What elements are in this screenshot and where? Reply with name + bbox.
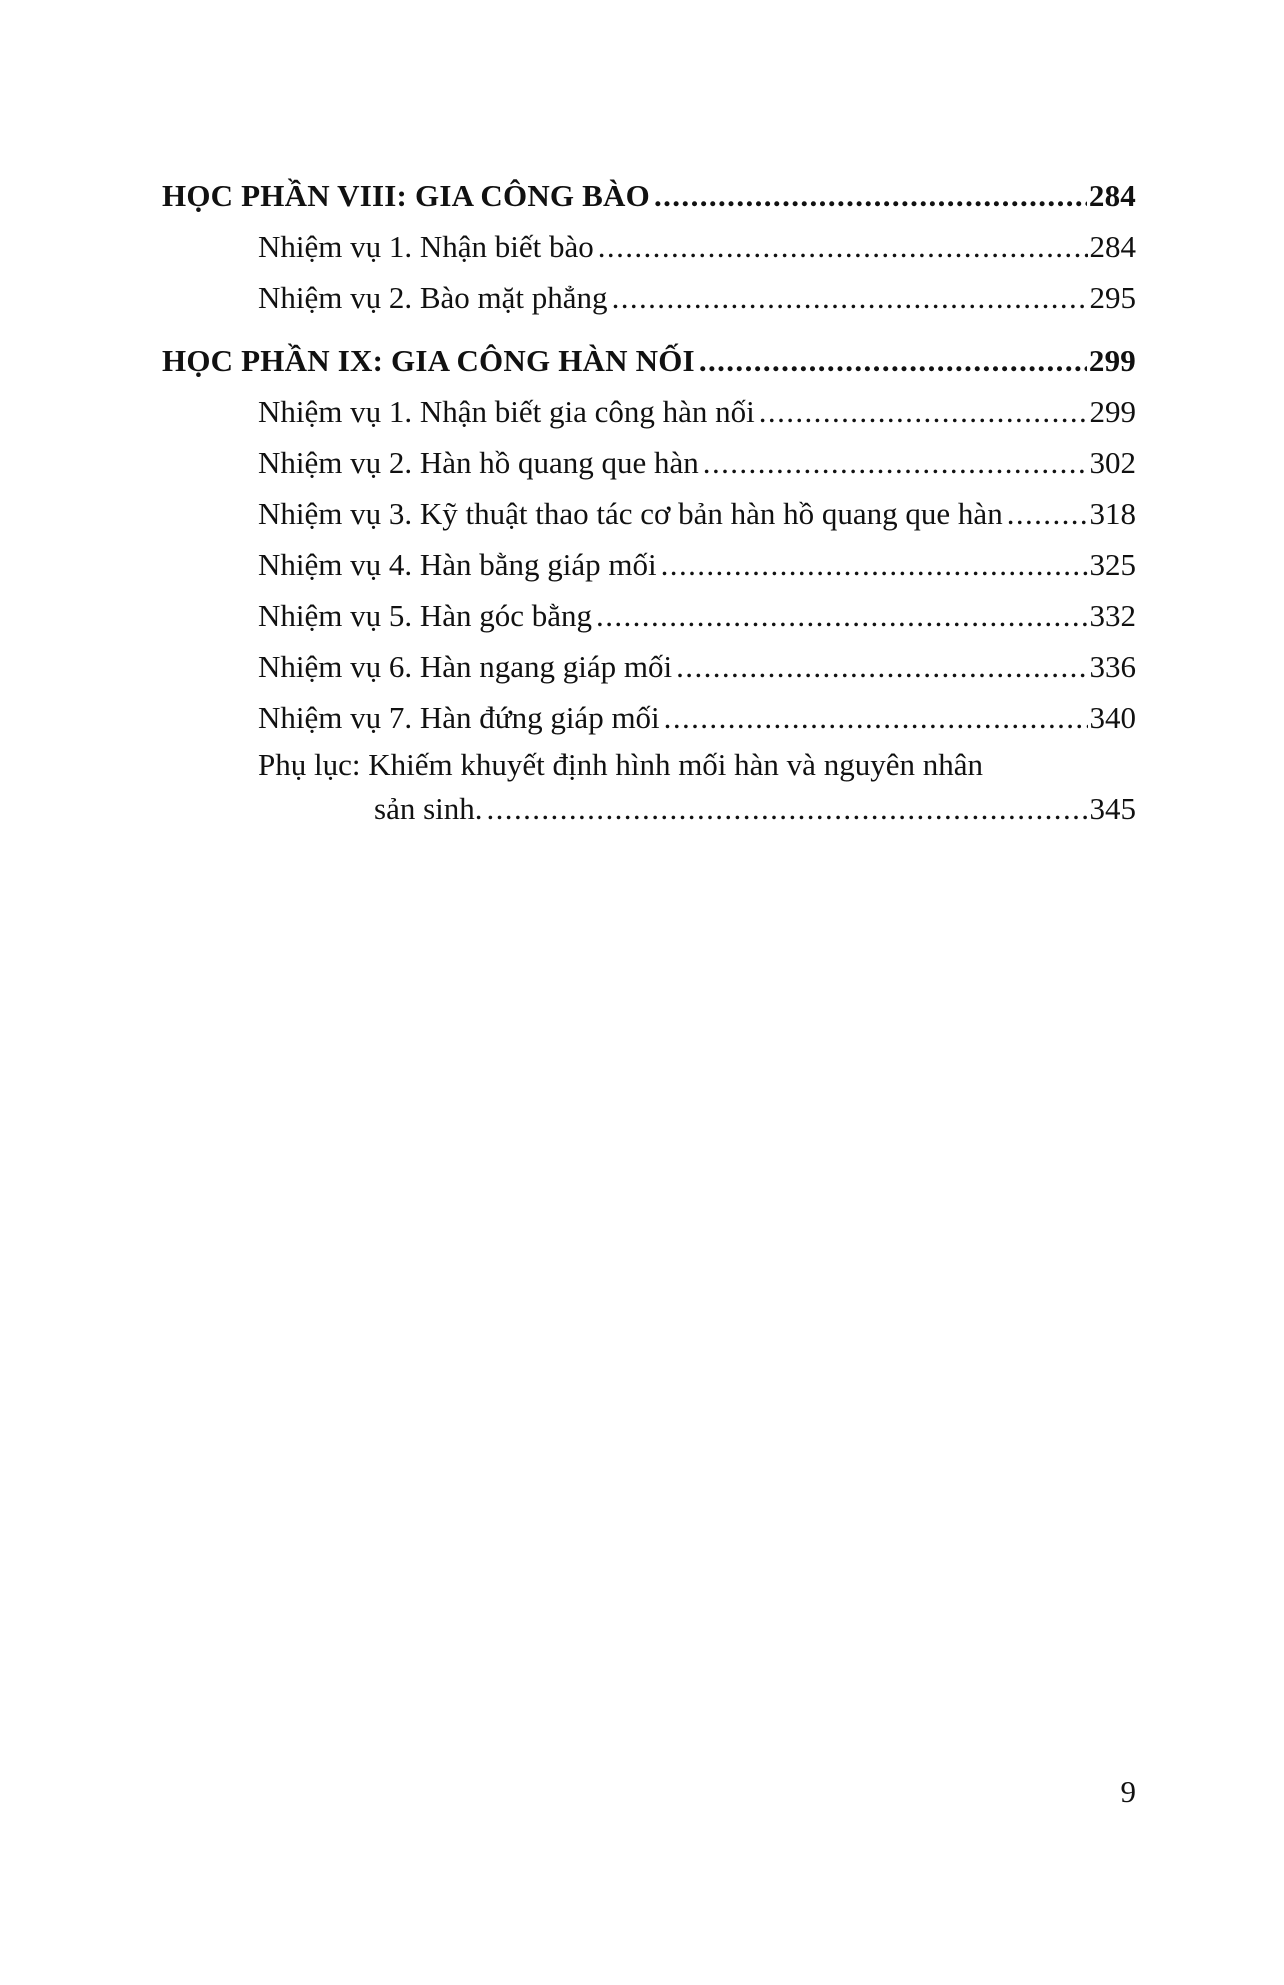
toc-item-page: 332 xyxy=(1089,598,1136,633)
dot-leader xyxy=(676,641,1087,692)
toc-heading-page: 299 xyxy=(1088,343,1136,378)
dot-leader xyxy=(661,539,1088,590)
toc-item-title: Nhiệm vụ 1. Nhận biết bào xyxy=(258,229,594,264)
toc-item-title: Nhiệm vụ 6. Hàn ngang giáp mối xyxy=(258,649,673,684)
page-number: 9 xyxy=(1120,1774,1136,1809)
toc-appendix-page: 345 xyxy=(1089,791,1136,826)
toc-item-page: 336 xyxy=(1089,649,1136,684)
toc-item-title: Nhiệm vụ 5. Hàn góc bằng xyxy=(258,598,593,633)
toc-section-viii xyxy=(162,170,1136,323)
dot-leader xyxy=(759,386,1088,437)
toc-item[interactable] xyxy=(162,488,1136,539)
dot-leader xyxy=(654,170,1087,221)
dot-leader xyxy=(598,221,1088,272)
dot-leader xyxy=(596,590,1087,641)
table-of-contents xyxy=(162,170,1136,843)
toc-item-page: 340 xyxy=(1089,700,1136,735)
toc-appendix-title-line2: sản sinh. xyxy=(374,791,483,826)
toc-item-page: 302 xyxy=(1089,445,1136,480)
toc-heading-title: HỌC PHẦN IX: GIA CÔNG HÀN NỐI xyxy=(162,343,695,378)
toc-item-title: Nhiệm vụ 1. Nhận biết gia công hàn nối xyxy=(258,394,755,429)
toc-heading[interactable] xyxy=(162,335,1136,386)
toc-item[interactable] xyxy=(162,641,1136,692)
toc-section-ix xyxy=(162,335,1136,831)
dot-leader xyxy=(703,437,1088,488)
toc-item-title: Nhiệm vụ 3. Kỹ thuật thao tác cơ bản hàn hồ quang que hàn xyxy=(258,496,1003,531)
dot-leader xyxy=(664,692,1088,743)
toc-appendix-title-line1: Phụ lục: Khiếm khuyết định hình mối hàn và nguyên nhân xyxy=(258,747,983,782)
toc-appendix-item[interactable] xyxy=(162,743,1136,831)
toc-heading-page: 284 xyxy=(1088,178,1136,213)
toc-item[interactable] xyxy=(162,437,1136,488)
toc-item-page: 318 xyxy=(1089,496,1136,531)
toc-heading[interactable] xyxy=(162,170,1136,221)
dot-leader xyxy=(1007,488,1088,539)
toc-item[interactable] xyxy=(162,221,1136,272)
toc-item-page: 295 xyxy=(1089,280,1136,315)
toc-item-title: Nhiệm vụ 2. Hàn hồ quang que hàn xyxy=(258,445,699,480)
toc-item-page: 299 xyxy=(1089,394,1136,429)
dot-leader xyxy=(612,272,1088,323)
toc-item-page: 284 xyxy=(1089,229,1136,264)
toc-heading-title: HỌC PHẦN VIII: GIA CÔNG BÀO xyxy=(162,178,650,213)
toc-item-title: Nhiệm vụ 4. Hàn bằng giáp mối xyxy=(258,547,657,582)
toc-item[interactable] xyxy=(162,539,1136,590)
toc-item-title: Nhiệm vụ 7. Hàn đứng giáp mối xyxy=(258,700,660,735)
toc-item[interactable] xyxy=(162,272,1136,323)
toc-item[interactable] xyxy=(162,386,1136,437)
toc-appendix-line2-row xyxy=(258,787,1136,831)
toc-item-page: 325 xyxy=(1089,547,1136,582)
dot-leader xyxy=(699,335,1087,386)
toc-item[interactable] xyxy=(162,692,1136,743)
toc-item-title: Nhiệm vụ 2. Bào mặt phẳng xyxy=(258,280,608,315)
toc-item[interactable] xyxy=(162,590,1136,641)
dot-leader xyxy=(487,787,1088,831)
